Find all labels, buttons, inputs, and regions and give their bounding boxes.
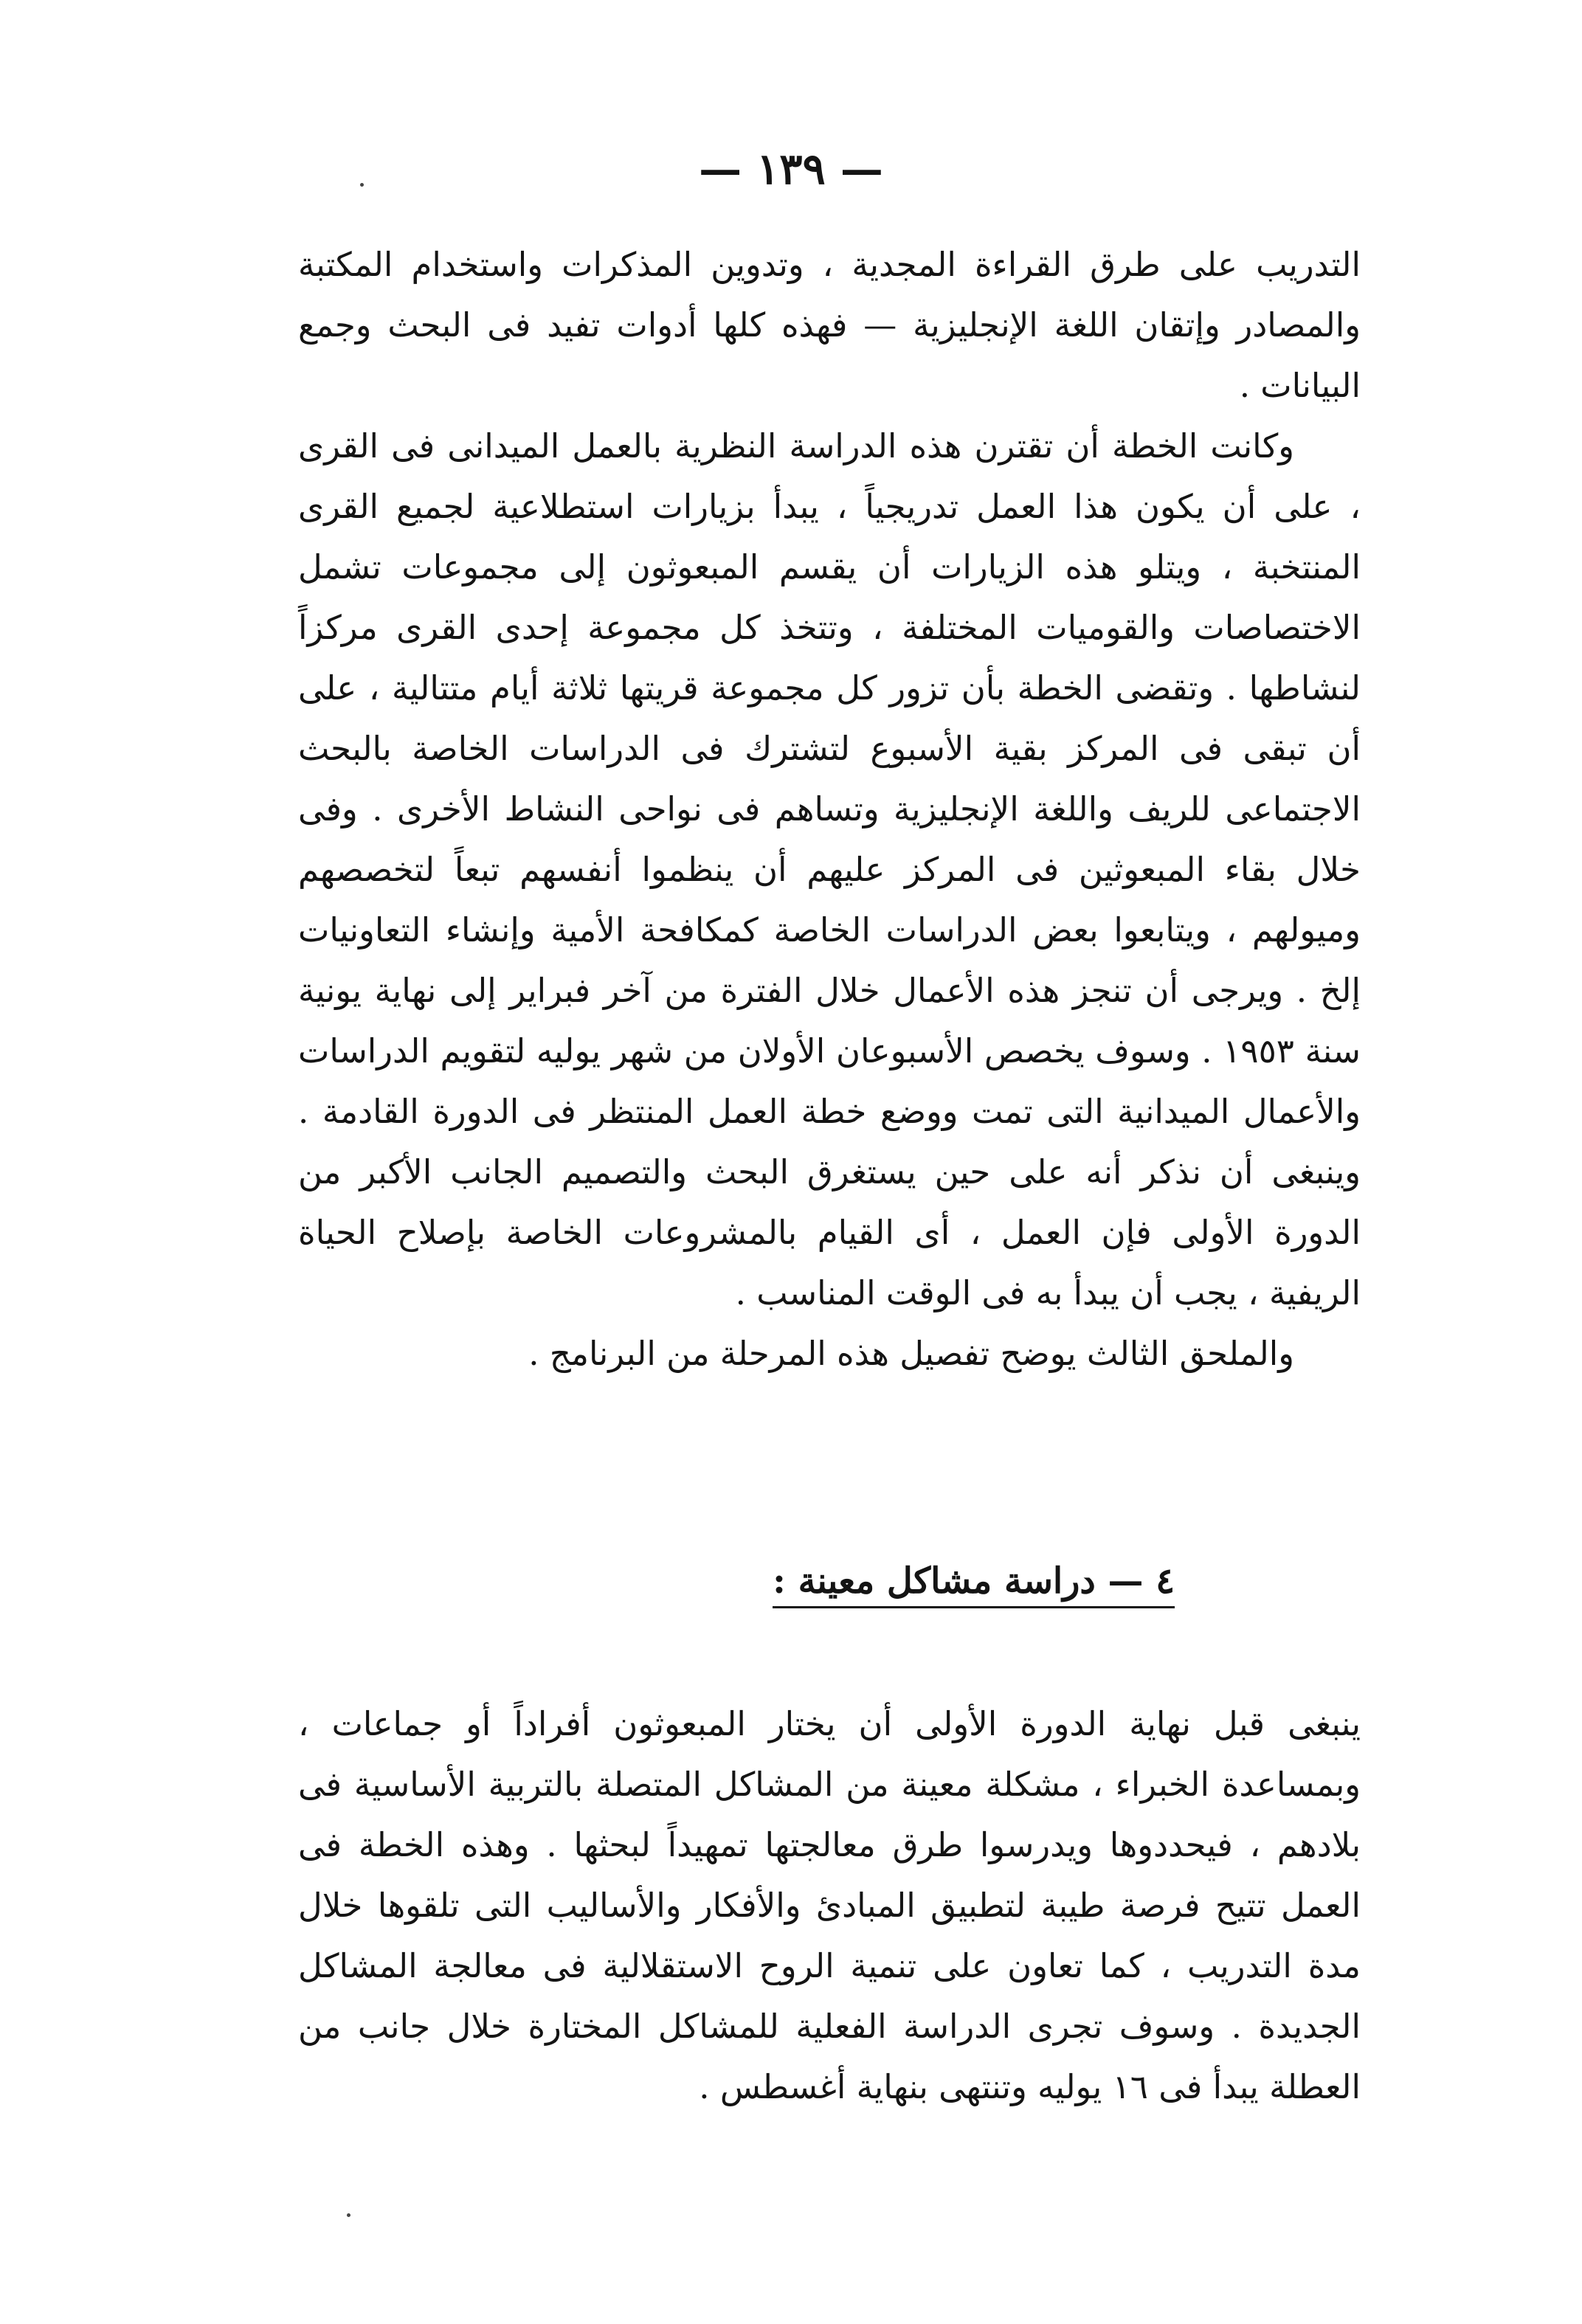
scan-speck xyxy=(360,183,364,187)
section-body-1 xyxy=(298,235,1361,1384)
scan-speck xyxy=(347,2213,350,2217)
paragraph: ينبغى قبل نهاية الدورة الأولى أن يختار المبعوثون أفراداً أو جماعات ، وبمساعدة الخبراء ، مشكلة معينة من المشاكل المتصلة بالتربية الأساسية فى بلادهم ، فيحددوها ويدرسوا طرق معالجتها تمهيداً لبحثها . وهذه الخطة فى العمل تتيح فرصة طيبة لتطبيق المبادئ والأفكار والأساليب التى تلقوها خلال مدة التدريب ، كما تعاون على تنمية الروح الاستقلالية فى معالجة المشاكل الجديدة . وسوف تجرى الدراسة الفعلية للمشاكل المختارة خلال جانب من العطلة يبدأ فى ١٦ يوليه وتنتهى بنهاية أغسطس . xyxy=(298,1704,1361,2106)
paragraph: والملحق الثالث يوضح تفصيل هذه المرحلة من البرنامج . xyxy=(528,1334,1294,1373)
section-heading xyxy=(773,1555,1175,1613)
page-number: — ١٣٩ — xyxy=(699,144,883,194)
paragraph: التدريب على طرق القراءة المجدية ، وتدوين المذكرات واستخدام المكتبة والمصادر وإتقان اللغة الإنجليزية — فهذه كلها أدوات تفيد فى البحث وجمع البيانات . xyxy=(298,245,1361,405)
section-body-2 xyxy=(298,1694,1361,2117)
section-heading-text: ٤ — دراسة مشاكل معينة : xyxy=(773,1560,1175,1608)
paragraph: وكانت الخطة أن تقترن هذه الدراسة النظرية بالعمل الميدانى فى القرى ، على أن يكون هذا العمل تدريجياً ، يبدأ بزيارات استطلاعية لجميع القرى المنتخبة ، ويتلو هذه الزيارات أن يقسم المبعوثون إلى مجموعات تشمل الاختصاصات والقوميات المختلفة ، وتتخذ كل مجموعة إحدى القرى مركزاً لنشاطها . وتقضى الخطة بأن تزور كل مجموعة قريتها ثلاثة أيام متتالية ، على أن تبقى فى المركز بقية الأسبوع لتشترك فى الدراسات الخاصة بالبحث الاجتماعى للريف واللغة الإنجليزية وتساهم فى نواحى النشاط الأخرى . وفى خلال بقاء المبعوثين فى المركز عليهم أن ينظموا أنفسهم تبعاً لتخصصهم وميولهم ، ويتابعوا بعض الدراسات الخاصة كمكافحة الأمية وإنشاء التعاونيات إلخ . ويرجى أن تنجز هذه الأعمال خلال الفترة من آخر فبراير إلى نهاية يونية سنة ١٩٥٣ . وسوف يخصص الأسبوعان الأولان من شهر يوليه لتقويم الدراسات والأعمال الميدانية التى تمت ووضع خطة العمل المنتظر فى الدورة القادمة . وينبغى أن نذكر أنه على حين يستغرق البحث والتصميم الجانب الأكبر من الدورة الأولى فإن العمل ، أى القيام بالمشروعات الخاصة بإصلاح الحياة الريفية ، يجب أن يبدأ به فى الوقت المناسب . xyxy=(298,426,1361,1313)
